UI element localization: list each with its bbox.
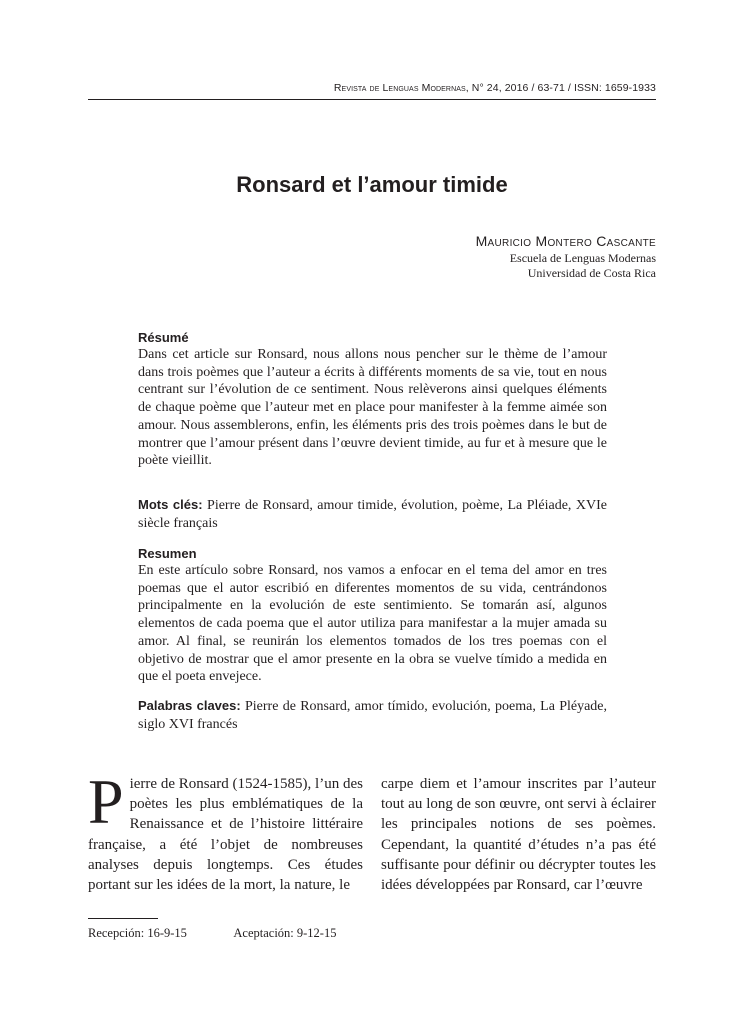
- author-affiliation-university: Universidad de Costa Rica: [527, 266, 656, 280]
- article-title: Ronsard et l’amour timide: [236, 172, 508, 197]
- reception-date: Recepción: 16-9-15: [88, 926, 187, 940]
- resume-section: [138, 330, 607, 470]
- author-affiliation-school: Escuela de Lenguas Modernas: [509, 251, 656, 265]
- body-text-right: carpe diem et l’amour inscrites par l’auteur tout au long de son œuvre, ont servi à éclairer les principales notions de ses poèmes. Cependant, la quantité d’études n’a pas été suffisante pour définir ou décrypter toutes les idées développées par Ronsard, car l’œuvre: [381, 776, 656, 894]
- resume-text: Dans cet article sur Ronsard, nous allons nous pencher sur le thème de l’amour dans trois poèmes que l’auteur a écrits à différents moments de sa vie, tout en nous centrant sur l’évolution de ce sentiment. Nous relèverons ainsi quelques éléments de chaque poème que l’auteur met en place pour manifester à la femme aimée son amour. Nous assemblerons, enfin, les éléments pris des trois poèmes dans le but de montrer que l’amour présent dans l’œuvre devient timide, au fur et à mesure que le poète vieillit.: [138, 347, 607, 469]
- footnote-rule: [88, 918, 158, 919]
- acceptance-date: Aceptación: 9-12-15: [233, 926, 337, 940]
- drop-cap: P: [88, 766, 124, 837]
- palabras-claves-label: Palabras claves:: [138, 698, 241, 713]
- body-column-right: [381, 774, 656, 895]
- mots-cles-text: Pierre de Ronsard, amour timide, évolution, poème, La Pléiade, XVIe siècle français: [138, 498, 607, 531]
- running-header: Revista de Lenguas Modernas, N° 24, 2016 / 63-71 / ISSN: 1659-1933: [333, 82, 656, 94]
- resumen-section: [138, 546, 607, 686]
- header-rule: [88, 99, 656, 100]
- mots-cles: [138, 496, 607, 532]
- body-column-left: [88, 766, 363, 895]
- footnote-dates: [88, 926, 380, 941]
- resume-heading: Résumé: [138, 330, 189, 345]
- resumen-heading: Resumen: [138, 546, 197, 561]
- mots-cles-label: Mots clés:: [138, 497, 203, 512]
- body-text-left: ierre de Ronsard (1524-1585), l’un des poètes les plus emblématiques de la Renaissance et de l’histoire littéraire française, a été l’objet de nombreuses analyses depuis longtemps. Ces études portant sur les idées de la mort, la nature, le: [88, 776, 363, 894]
- author-block: [300, 233, 656, 281]
- palabras-claves-text: Pierre de Ronsard, amor tímido, evolución, poema, La Pléyade, siglo XVI francés: [138, 699, 608, 732]
- resumen-text: En este artículo sobre Ronsard, nos vamos a enfocar en el tema del amor en tres poemas que el autor escribió en diferentes momentos de su vida, centrándonos principalmente en la evolución de este sentimiento. Se tomarán así, algunos elementos de cada poema que el autor utiliza para manifestar a la mujer amada su amor. Al final, se reunirán los elementos tomados de los tres poemas con el objetivo de mostrar que el amor presente en la obra se vuelve tímido a medida en que el poeta envejece.: [138, 563, 607, 685]
- author-name: Mauricio Montero Cascante: [475, 233, 656, 249]
- palabras-claves: [138, 697, 607, 733]
